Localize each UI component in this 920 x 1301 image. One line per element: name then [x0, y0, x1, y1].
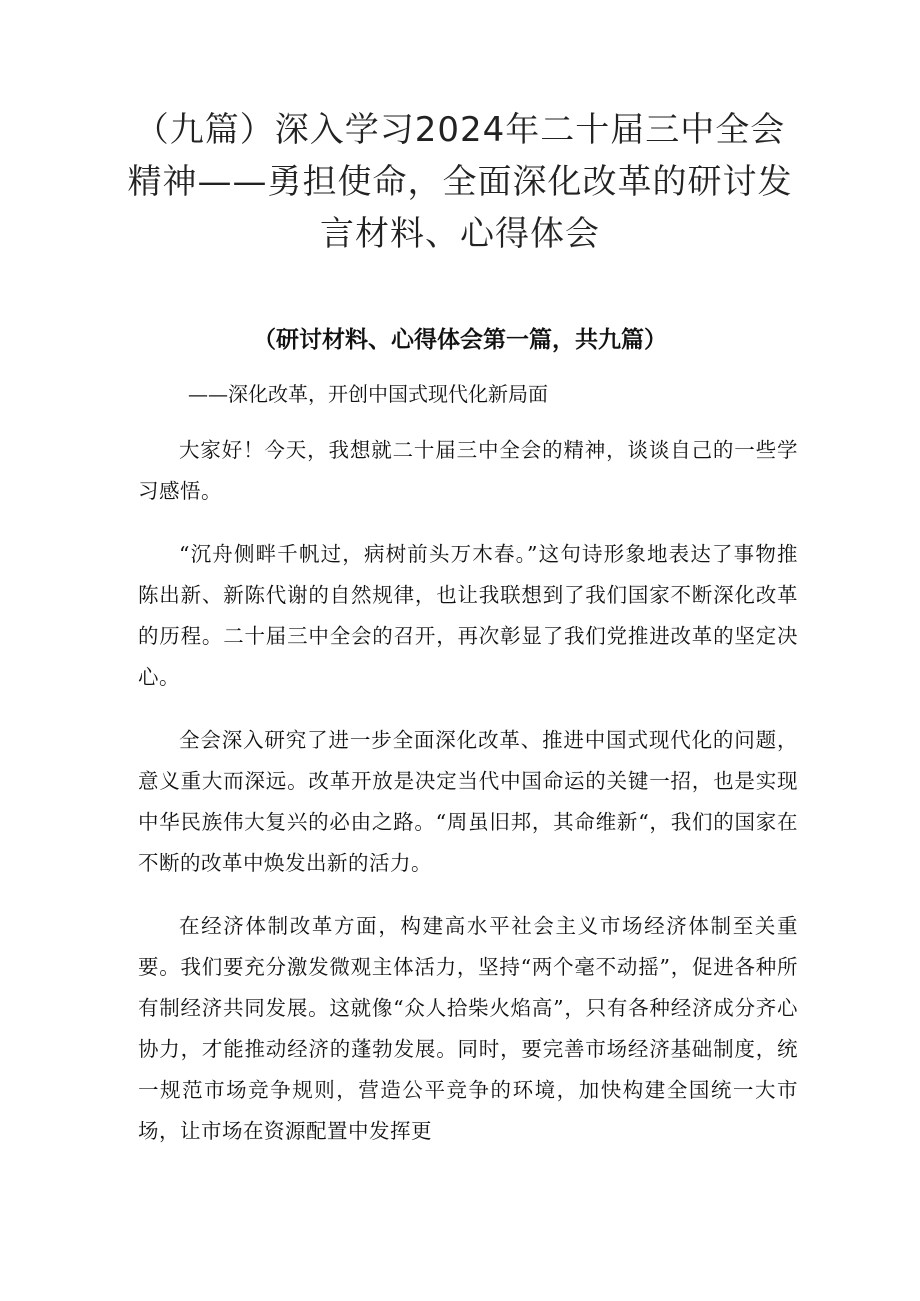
paragraph: 全会深入研究了进一步全面深化改革、推进中国式现代化的问题，意义重大而深远。改革开放是决定当代中国命运的关键一招，也是实现中华民族伟大复兴的必由之路。“周虽旧邦，其命维新“，我们的国家在不断的改革中焕发出新的活力。: [138, 728, 798, 875]
document-title: （九篇）深入学习2024年二十届三中全会精神——勇担使命，全面深化改革的研讨发言材料、心得体会: [127, 110, 793, 254]
paragraph: 大家好！今天，我想就二十届三中全会的精神，谈谈自己的一些学习感悟。: [138, 438, 798, 503]
document-subtitle: （研讨材料、心得体会第一篇，共九篇）: [253, 327, 667, 353]
paragraph: “沉舟侧畔千帆过，病树前头万木春。”这句诗形象地表达了事物推陈出新、新陈代谢的自然规律，也让我联想到了我们国家不断深化改革的历程。二十届三中全会的召开，再次彰显了我们党推进改革的坚定决心。: [138, 542, 798, 689]
document-epigraph: ——深化改革，开创中国式现代化新局面: [188, 382, 548, 406]
document-body: [138, 430, 798, 1174]
paragraph: 在经济体制改革方面，构建高水平社会主义市场经济体制至关重要。我们要充分激发微观主体活力，坚持“两个毫不动摇”，促进各种所有制经济共同发展。这就像“众人拾柴火焰高”，只有各种经济成分齐心协力，才能推动经济的蓬勃发展。同时，要完善市场经济基础制度，统一规范市场竞争规则，营造公平竞争的环境，加快构建全国统一大市场，让市场在资源配置中发挥更: [138, 914, 798, 1143]
